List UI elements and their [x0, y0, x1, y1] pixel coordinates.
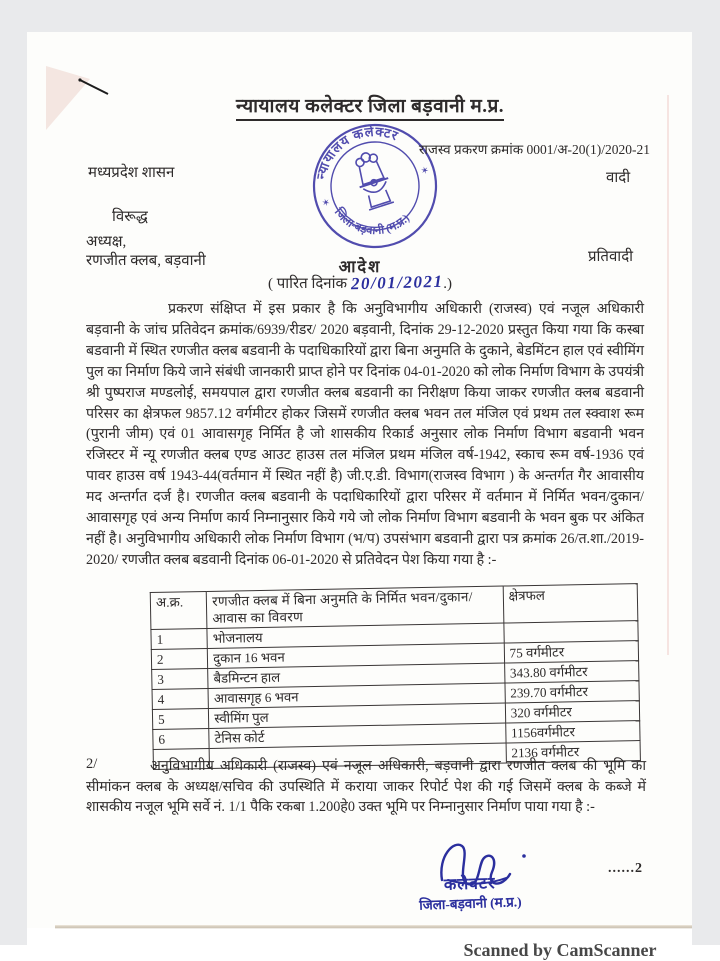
cell-description: आवासगृह 6 भवन: [208, 683, 505, 708]
cell-area: 343.80 वर्गमीटर: [504, 661, 639, 683]
passed-date-prefix: ( पारित दिनांक: [267, 276, 348, 292]
passed-date-suffix: .): [443, 276, 452, 292]
seal-top-text: न्यायालय कलेक्टर: [313, 123, 401, 181]
case-number: राजस्व प्रकरण क्रमांक 0001/अ-20(1)/2020-21: [418, 142, 650, 157]
cell-description: टेनिस कोर्ट: [209, 723, 506, 748]
cell-serial: 6: [153, 728, 210, 749]
collector-district: जिला-बड़वानी (म.प्र.): [418, 894, 522, 913]
header-serial: अ.क्र.: [150, 591, 207, 629]
pen-mark-icon: [80, 80, 108, 94]
cell-serial: 4: [152, 688, 209, 709]
header-description: रणजीत क्लब में बिना अनुमति के निर्मित भवन/दुकान/आवास का विवरण: [206, 586, 503, 628]
pen-mark-dot: [78, 78, 81, 81]
plaintiff-label: वादी: [606, 170, 631, 186]
handwritten-date: 20/01/2021: [350, 271, 444, 294]
paragraph-2-number: 2/: [86, 756, 98, 772]
next-page-ref: ......2: [608, 861, 643, 876]
scan-bottom-edge: [55, 925, 692, 929]
court-title-text: न्यायालय कलेक्टर जिला बड़वानी म.प्र.: [236, 96, 504, 121]
cell-area: 239.70 वर्गमीटर: [505, 681, 640, 703]
viewer-frame-right: [692, 32, 720, 945]
cell-area: [504, 621, 639, 643]
corner-fold-shading: [46, 66, 90, 130]
viewer-frame-top: [0, 0, 720, 32]
cell-description: भोजनालय: [207, 623, 504, 648]
cell-serial: 1: [151, 628, 208, 649]
cell-area: 1156वर्गमीटर: [505, 721, 640, 743]
order-heading: आदेश: [338, 257, 382, 276]
order-passed-date-line: [0, 273, 720, 293]
camscanner-credit: Scanned by CamScanner: [463, 940, 657, 960]
svg-text:न्यायालय कलेक्टर: [310, 121, 409, 185]
cell-description: स्वीमिंग पुल: [209, 703, 506, 728]
collector-stamp: [394, 869, 545, 914]
order-paragraph-1: प्रकरण संक्षिप्त में इस प्रकार है कि अनुविभागीय अधिकारी (राजस्व) एवं नजूल अधिकारी बड़वानी के जांच प्रतिवेदन क्रमांक/6939/रीडर/ 2020 बड़वानी, दिनांक 29-12-2020 प्रस्तुत किया गया कि कस्बा बडवानी में स्थित रणजीत क्लब बडवानी के पदाधिकारियों द्वारा बिना अनुमति के दुकाने, बेडमिंटन हाल एवं स्वीमिंग पुल का निर्माण किये जाने संबंधी जानकारी प्राप्त होने पर दिनांक 04-01-2020 को लोक निर्माण विभाग के उपयंत्री श्री पुष्पराज मण्डलोई, समयपाल द्वारा रणजीत क्लब बडवानी का निरीक्षण किया जाकर रणजीत क्लब बडवानी परिसर का क्षेत्रफल 9857.12 वर्गमीटर होकर जिसमें रणजीत क्लब भवन तल मंजिल एवं प्रथम तल स्क्वाश रूम (पुरानी जीम) एवं 01 आवासगृह निर्मित है जो शासकीय रिकार्ड अनुसार लोक निर्माण विभाग बडवानी भवन रजिस्टर में न्यू रणजीत क्लब एण्ड आउट हाउस तल मंजिल प्रथम मंजिल वर्ष-1942, स्काच रूम वर्ष-1936 एवं पावर हाउस वर्ष 1943-44(वर्तमान में स्थित नहीं है) जी.ए.डी. विभाग(राजस्व विभाग ) के अन्तर्गत गैर आवासीय मद अन्तर्गत दर्ज है। रणजीत क्लब बडवानी के पदाधिकारियों द्वारा परिसर में वर्तमान में निर्मित भवन/दुकान/ आवासगृह एवं अन्य निर्माण कार्य निम्नानुसार किये गये जो लोक निर्माण विभाग बडवानी के भवन बुक पर अंकित नहीं है। अनुविभागीय अधिकारी लोक निर्माण विभाग (भ/प) उपसंभाग बडवानी द्वारा पत्र क्रमांक 26/त.शा./2019-2020/ रणजीत क्लब बडवानी दिनांक 06-01-2020 से प्रतिवेदन पेश किया गया है :-: [86, 301, 644, 568]
versus-label: विरूद्ध: [112, 209, 148, 225]
defendant-line1: अध्यक्ष,: [86, 234, 127, 250]
cell-area: 320 वर्गमीटर: [505, 701, 640, 723]
cell-description: दुकान 16 भवन: [207, 643, 504, 668]
paper-crease-line: [667, 95, 669, 655]
seal-left-star-icon: ✶: [320, 196, 332, 210]
collector-designation: कलेक्टर: [443, 875, 496, 894]
cell-serial: 3: [152, 668, 209, 689]
viewer-frame-left: [0, 32, 27, 945]
seal-bottom-text: जिला-बड़वानी (म.प्र.): [331, 206, 413, 238]
cell-area: 75 वर्गमीटर: [504, 641, 639, 663]
cell-description: बैडमिन्टन हाल: [208, 663, 505, 688]
ashoka-pillar-icon: [350, 149, 396, 211]
header-area: क्षेत्रफल: [503, 584, 638, 623]
cell-area: 2136 वर्गमीटर: [506, 741, 641, 763]
defendant-line2: रणजीत क्लब, बड़वानी: [86, 253, 206, 269]
cell-serial: 5: [152, 708, 209, 729]
plaintiff-name: मध्यप्रदेश शासन: [88, 165, 175, 181]
seal-right-star-icon: ✶: [419, 164, 431, 178]
page-title: [120, 92, 620, 118]
unauthorized-construction-table: [150, 583, 641, 770]
cell-serial: 2: [151, 648, 208, 669]
defendant-label: प्रतिवादी: [588, 249, 634, 265]
order-paragraph-2: अनुविभागीय अधिकारी (राजस्व) एवं नजूल अधिकारी, बड़वानी द्वारा रणजीत क्लब की भूमि का सीमांकन क्लब के अध्यक्ष/सचिव की उपस्थिति में कराया जाकर रिपोर्ट पेश की गई जिसमें क्लब के कब्जे में शासकीय नजूल भूमि सर्वे नं. 1/1 पैकि रकबा 1.200हे0 उक्त भूमि पर निम्नानुसार निर्माण पाया गया है :-: [86, 758, 646, 816]
